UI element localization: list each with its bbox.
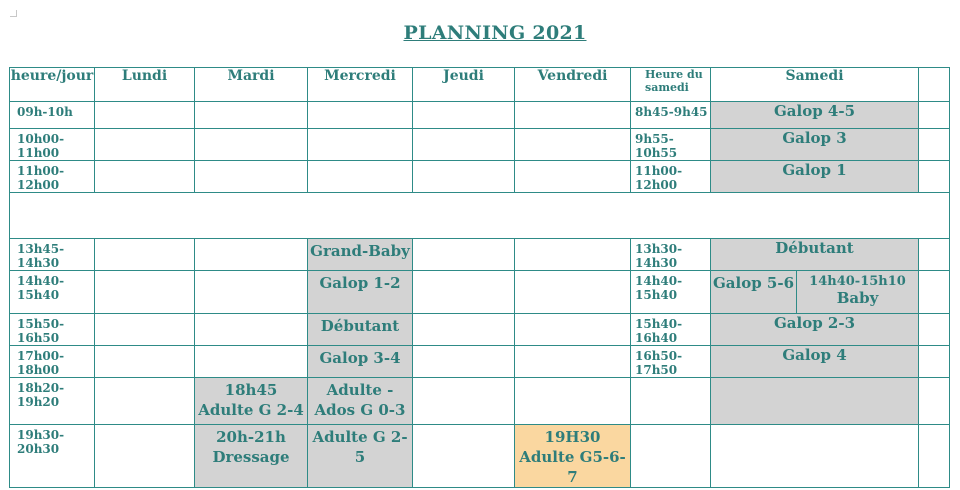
header-row [10,68,950,102]
right-edge-cell [919,129,950,161]
empty-cell [95,271,195,314]
time-cell: 17h00-18h00 [10,346,95,378]
saturday-session: Galop 4 [711,346,919,378]
empty-cell [515,102,631,129]
empty-cell [515,346,631,378]
empty-cell [195,346,308,378]
empty-cell [95,161,195,193]
empty-cell [195,102,308,129]
header-lundi: Lundi [95,68,195,102]
empty-cell [515,271,631,314]
empty-cell [711,425,919,488]
empty-cell [413,161,515,193]
empty-cell [95,314,195,346]
tuesday-session-time: 20h-21h [216,428,286,446]
saturday-session: Galop 4-5 [711,102,919,129]
empty-cell [413,271,515,314]
wednesday-session: Débutant [308,314,413,346]
saturday-session: Galop 5-6 [711,271,797,314]
header-vendredi: Vendredi [515,68,631,102]
header-heure-samedi: Heure du samedi [631,68,711,102]
saturday-session: Débutant [711,239,919,271]
right-edge-cell [919,68,950,102]
header-samedi: Samedi [711,68,919,102]
saturday-session: Galop 3 [711,129,919,161]
tuesday-session-label: Adulte G 2-4 [198,401,304,419]
empty-cell [413,129,515,161]
table-row [10,271,950,314]
table-row [10,314,950,346]
empty-cell [95,102,195,129]
baby-label: Baby [836,289,879,307]
page-corner-mark [10,10,17,17]
saturday-time-cell: 16h50-17h50 [631,346,711,378]
empty-cell [195,129,308,161]
table-row [10,346,950,378]
time-cell: 09h-10h [10,102,95,129]
baby-time: 14h40-15h10 [809,274,906,289]
time-cell: 19h30-20h30 [10,425,95,488]
table-row [10,102,950,129]
empty-cell [631,425,711,488]
wednesday-session: Galop 3-4 [308,346,413,378]
empty-cell [413,425,515,488]
tuesday-session-label: Dressage [212,448,290,466]
schedule-table [9,67,950,488]
time-cell: 14h40-15h40 [10,271,95,314]
empty-cell [95,129,195,161]
table-row [10,239,950,271]
friday-session-label: Adulte G5-6-7 [519,448,626,486]
empty-cell [195,239,308,271]
right-edge-cell [919,378,950,425]
empty-cell [515,239,631,271]
empty-cell [195,314,308,346]
saturday-session: Galop 1 [711,161,919,193]
tuesday-session-time: 18h45 [224,381,278,399]
empty-cell [515,129,631,161]
saturday-time-cell: 15h40-16h40 [631,314,711,346]
right-edge-cell [919,271,950,314]
empty-cell [515,378,631,425]
empty-cell [413,102,515,129]
time-cell: 18h20-19h20 [10,378,95,425]
empty-cell [95,425,195,488]
time-cell: 13h45-14h30 [10,239,95,271]
empty-cell [515,314,631,346]
friday-session [515,425,631,488]
empty-cell [95,378,195,425]
wednesday-session [308,378,413,425]
wednesday-session-line2: Ados G 0-3 [314,401,406,419]
friday-session-time: 19H30 [544,428,601,446]
saturday-time-cell: 13h30-14h30 [631,239,711,271]
empty-cell [308,161,413,193]
right-edge-cell [919,239,950,271]
table-row [10,129,950,161]
wednesday-session: Galop 1-2 [308,271,413,314]
empty-cell [95,239,195,271]
header-mardi: Mardi [195,68,308,102]
tuesday-session [195,378,308,425]
time-cell: 15h50-16h50 [10,314,95,346]
wednesday-session-line1: Adulte - [326,381,394,399]
right-edge-cell [919,314,950,346]
right-edge-cell [919,346,950,378]
saturday-session: Galop 2-3 [711,314,919,346]
table-row [10,378,950,425]
wednesday-session: Grand-Baby [308,239,413,271]
saturday-time-cell: 14h40-15h40 [631,271,711,314]
empty-cell [413,239,515,271]
right-edge-cell [919,102,950,129]
saturday-empty-gray [711,378,919,425]
wednesday-session: Adulte G 2-5 [308,425,413,488]
right-edge-cell [919,161,950,193]
table-row [10,425,950,488]
right-edge-cell [919,425,950,488]
tuesday-session [195,425,308,488]
empty-cell [95,346,195,378]
saturday-time-cell: 9h55-10h55 [631,129,711,161]
empty-cell [413,346,515,378]
page-title: PLANNING 2021 [403,22,587,44]
header-mercredi: Mercredi [308,68,413,102]
empty-cell [515,161,631,193]
time-cell: 11h00-12h00 [10,161,95,193]
table-row [10,161,950,193]
saturday-time-cell: 11h00-12h00 [631,161,711,193]
empty-cell [195,271,308,314]
empty-cell [308,129,413,161]
saturday-time-cell: 8h45-9h45 [631,102,711,129]
empty-cell [413,314,515,346]
saturday-session-baby [797,271,919,314]
lunch-gap [10,193,950,239]
empty-cell [413,378,515,425]
header-heure-jour: heure/jour [10,68,95,102]
empty-cell [308,102,413,129]
header-jeudi: Jeudi [413,68,515,102]
empty-cell [195,161,308,193]
empty-cell [631,378,711,425]
time-cell: 10h00-11h00 [10,129,95,161]
lunch-gap-row [10,193,950,239]
